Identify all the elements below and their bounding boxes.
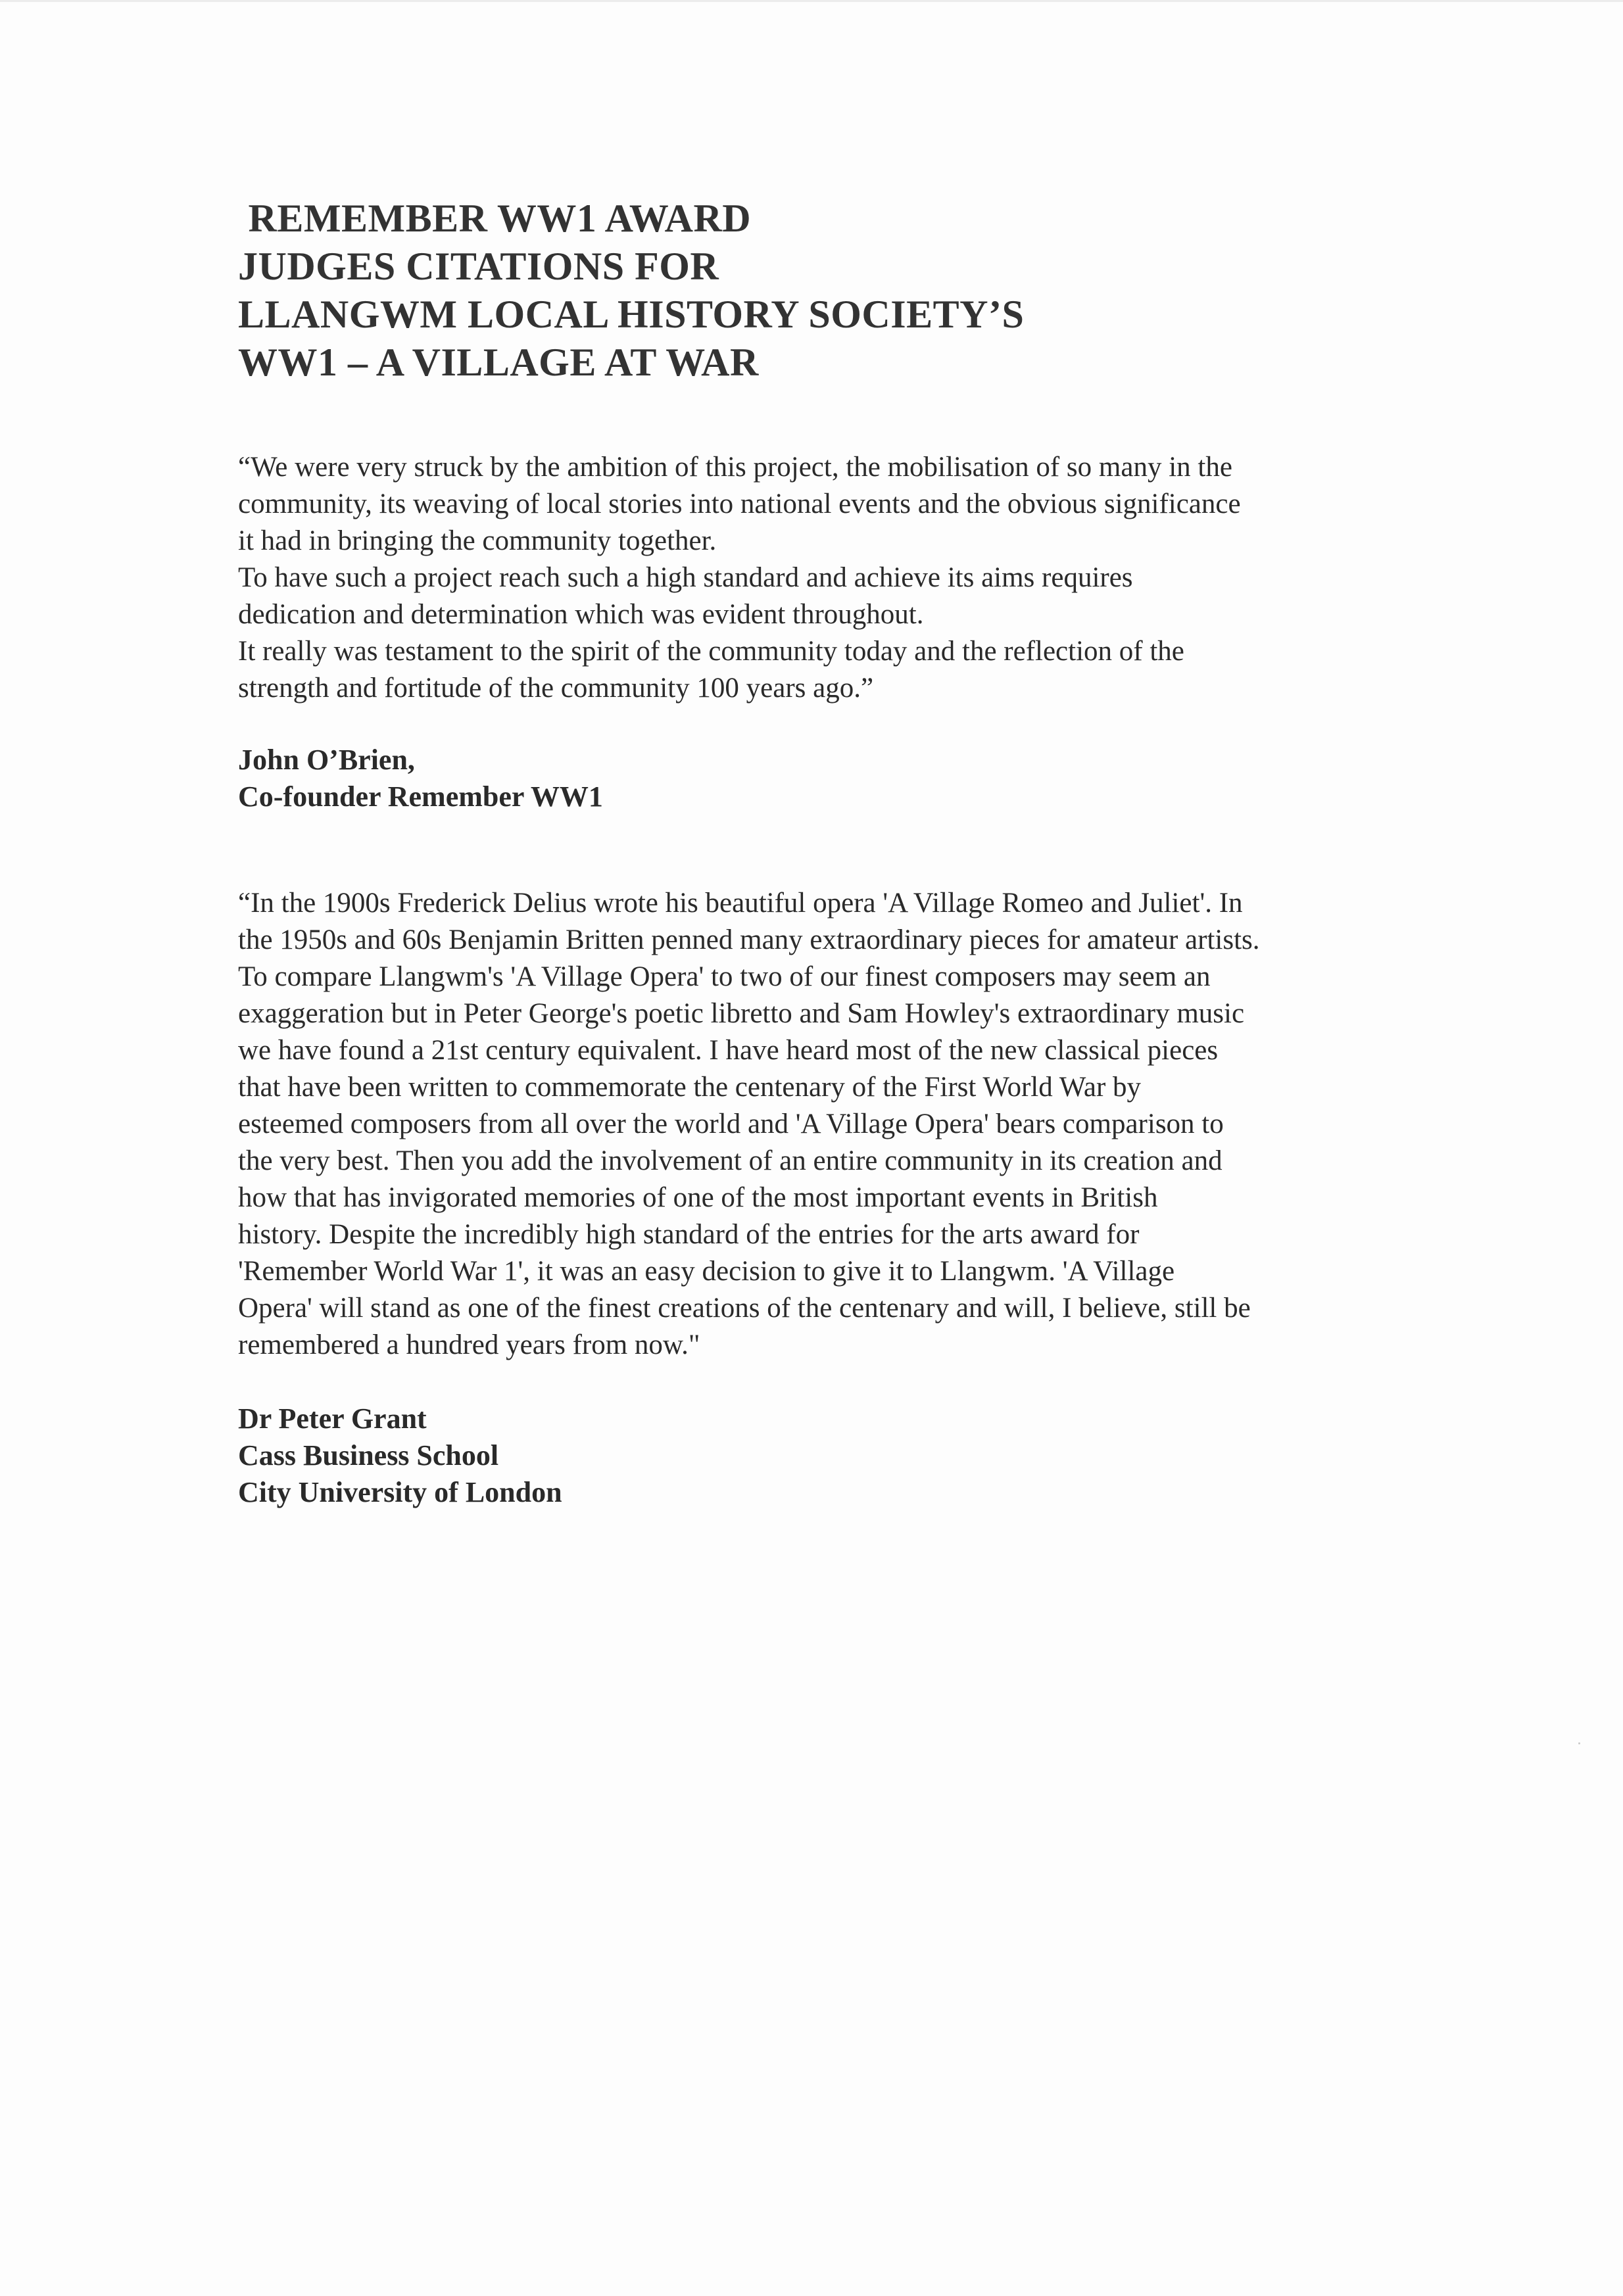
title-line-3: LLANGWM LOCAL HISTORY SOCIETY’S (238, 293, 1025, 336)
signature-name: Dr Peter Grant (238, 1402, 427, 1435)
title-line-2: JUDGES CITATIONS FOR (238, 245, 719, 288)
citation-2-line: the very best. Then you add the involvement of an entire community in its creation and (238, 1145, 1223, 1176)
citation-2-signature (238, 1400, 1027, 1511)
citation-1-signature (238, 742, 1027, 815)
title-line-4: WW1 – A VILLAGE AT WAR (238, 341, 759, 384)
title-line-1: REMEMBER WW1 AWARD (238, 197, 752, 240)
signature-name: John O’Brien, (238, 744, 415, 776)
citation-1-line: To have such a project reach such a high standard and achieve its aims requires (238, 562, 1133, 593)
citation-2-text (238, 885, 1395, 1364)
signature-institution: City University of London (238, 1476, 562, 1508)
scan-speck (1578, 1742, 1580, 1744)
citation-2-line: how that has invigorated memories of one of the most important events in British (238, 1182, 1158, 1213)
citation-1-line: community, its weaving of local stories into national events and the obvious significance (238, 489, 1241, 519)
citation-1-line: strength and fortitude of the community 100 years ago.” (238, 673, 874, 704)
citation-2-line: remembered a hundred years from now." (238, 1329, 700, 1360)
citation-2-line: Opera' will stand as one of the finest creations of the centenary and will, I believe, still be (238, 1293, 1251, 1324)
citation-1-text (238, 449, 1395, 707)
document-title (238, 195, 1488, 387)
citation-2-line: exaggeration but in Peter George's poetic libretto and Sam Howley's extraordinary music (238, 998, 1245, 1029)
citation-2-line: we have found a 21st century equivalent. I have heard most of the new classical pieces (238, 1035, 1219, 1066)
citation-1-line: “We were very struck by the ambition of this project, the mobilisation of so many in the (238, 452, 1232, 483)
citation-2-line: that have been written to commemorate the centenary of the First World War by (238, 1072, 1142, 1103)
citation-2-line: To compare Llangwm's 'A Village Opera' to two of our finest composers may seem an (238, 961, 1211, 992)
scan-top-edge (0, 0, 1623, 2)
citation-2-line: esteemed composers from all over the world and 'A Village Opera' bears comparison to (238, 1109, 1224, 1139)
citation-1-line: it had in bringing the community together. (238, 525, 717, 556)
citation-2-line: “In the 1900s Frederick Delius wrote his beautiful opera 'A Village Romeo and Juliet'. In (238, 888, 1243, 919)
citation-1-line: dedication and determination which was evident throughout. (238, 599, 924, 630)
signature-organisation: Cass Business School (238, 1439, 499, 1471)
citation-2-line: history. Despite the incredibly high standard of the entries for the arts award for (238, 1219, 1140, 1250)
citation-1-line: It really was testament to the spirit of the community today and the reflection of the (238, 636, 1184, 667)
citation-2-line: 'Remember World War 1', it was an easy decision to give it to Llangwm. 'A Village (238, 1256, 1175, 1287)
citation-2-line: the 1950s and 60s Benjamin Britten penned many extraordinary pieces for amateur artists. (238, 924, 1260, 955)
signature-role: Co-founder Remember WW1 (238, 780, 603, 813)
